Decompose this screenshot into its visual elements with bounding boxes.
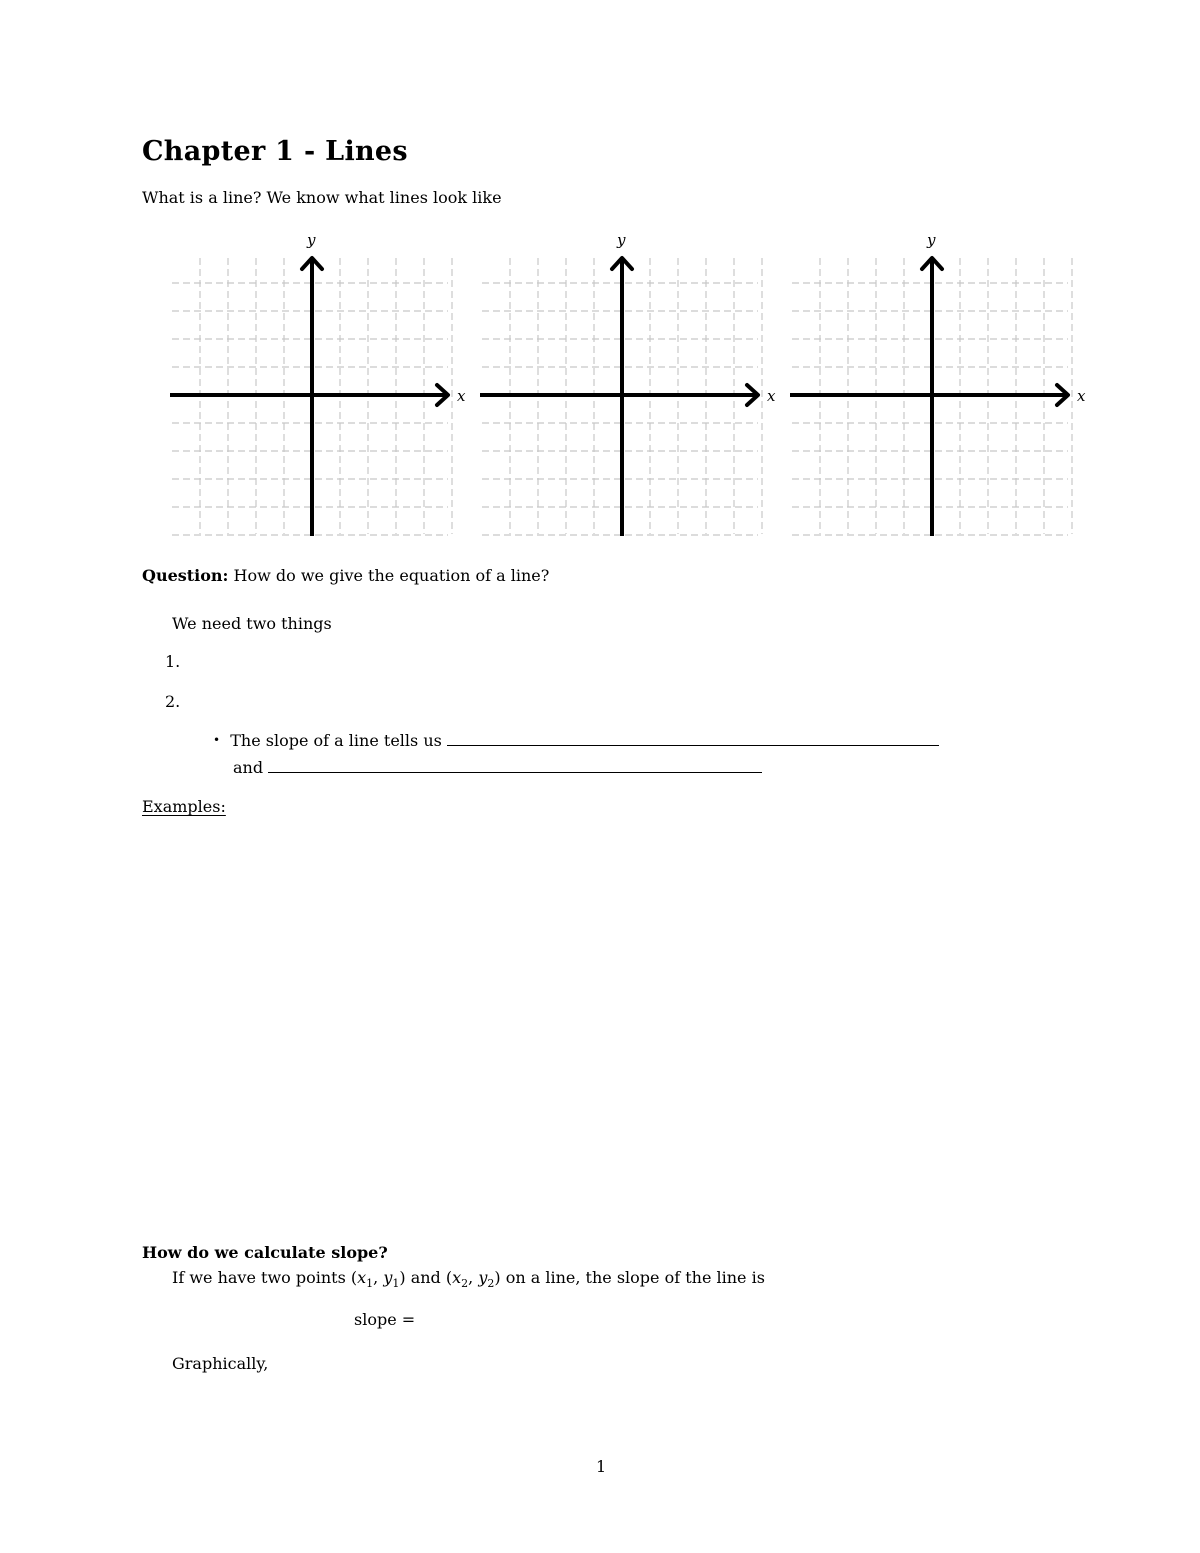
bullet-text: The slope of a line tells us [230, 731, 442, 750]
page-number: 1 [596, 1457, 607, 1476]
x-axis-label: x [767, 387, 776, 405]
y-axis-label: y [617, 231, 626, 249]
question-text: How do we give the equation of a line? [228, 566, 550, 585]
x-axis-label: x [1077, 387, 1086, 405]
list-item-1: 1. [165, 652, 181, 671]
y-axis-label: y [307, 231, 316, 249]
graphs-row [165, 228, 1095, 540]
bullet-dot: • [213, 733, 221, 747]
slope-equation: slope = [354, 1310, 416, 1329]
question-label: Question: [142, 566, 229, 585]
fill-in-blank-1 [447, 731, 939, 746]
bullet-and-text: and [233, 758, 264, 777]
coordinate-graph-3 [785, 228, 1090, 540]
slope-heading: How do we calculate slope? [142, 1243, 388, 1262]
slope-definition: If we have two points ($x_1$, $y_1$) and ($x_2$, $y_2$) on a line, the slope of the line is [172, 1268, 765, 1291]
coordinate-graph-2 [475, 228, 780, 540]
intro-text: What is a line? We know what lines look like [142, 188, 502, 207]
graphically-text: Graphically, [172, 1354, 269, 1373]
fill-in-blank-2 [268, 758, 762, 773]
page-title: Chapter 1 - Lines [142, 136, 408, 167]
bullet-item [213, 731, 939, 750]
x-axis-label: x [457, 387, 466, 405]
list-item-2: 2. [165, 692, 181, 711]
question-line [142, 566, 549, 585]
coordinate-graph-1 [165, 228, 470, 540]
bullet-and-line [233, 758, 762, 777]
need-text: We need two things [172, 614, 332, 633]
examples-label: Examples: [142, 797, 226, 816]
y-axis-label: y [927, 231, 936, 249]
